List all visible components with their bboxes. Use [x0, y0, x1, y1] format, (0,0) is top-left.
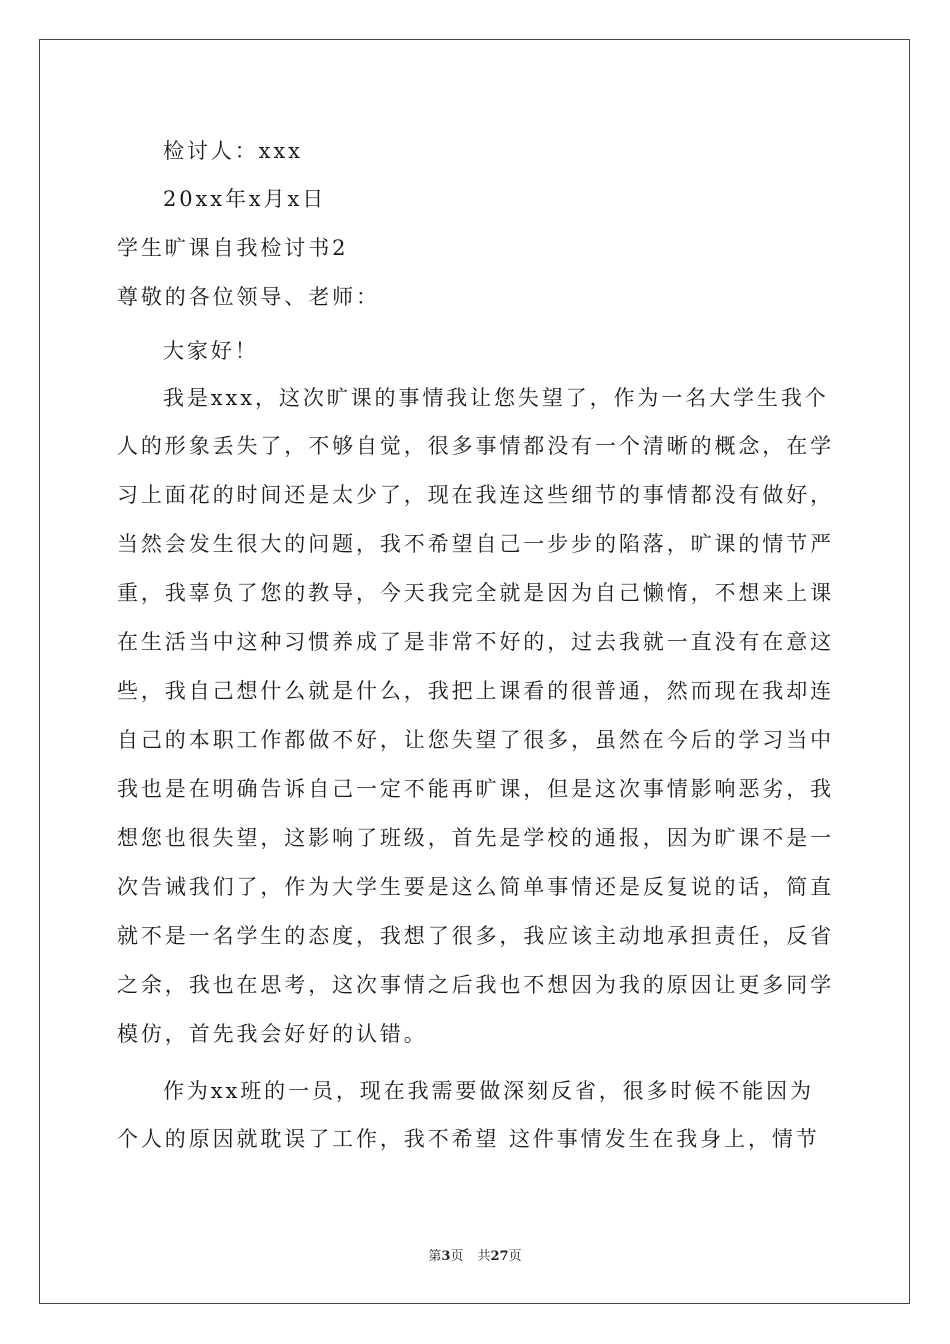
- reviewer-line: 检讨人：xxx: [163, 139, 303, 163]
- paragraph-line: 就不是一名学生的态度，我想了很多，我应该主动地承担责任，反省: [117, 924, 834, 948]
- paragraph-line: 自己的本职工作都做不好，让您失望了很多，虽然在今后的学习当中: [117, 728, 834, 752]
- total-suffix: 页: [508, 1249, 522, 1264]
- page-suffix: 页: [450, 1249, 464, 1264]
- page-border: [39, 39, 910, 1304]
- paragraph-line: 习上面花的时间还是太少了，现在我连这些细节的事情都没有做好，: [117, 483, 834, 507]
- current-page-number: 3: [441, 1249, 451, 1264]
- page-footer: [0, 1248, 950, 1266]
- paragraph-line: 模仿，首先我会好好的认错。: [117, 1022, 428, 1046]
- paragraph-line: 我是xxx，这次旷课的事情我让您失望了，作为一名大学生我个: [163, 386, 829, 410]
- paragraph-line: 些，我自己想什么就是什么，我把上课看的很普通，然而现在我却连: [117, 679, 834, 703]
- paragraph-line: 当然会发生很大的问题，我不希望自己一步步的陷落，旷课的情节严: [117, 532, 834, 556]
- paragraph-line: 我也是在明确告诉自己一定不能再旷课，但是这次事情影响恶劣，我: [117, 777, 834, 801]
- paragraph-line: 个人的原因就耽误了工作，我不希望 这件事情发生在我身上，情节: [117, 1127, 820, 1151]
- total-pages-number: 27: [490, 1249, 509, 1264]
- document-title: 学生旷课自我检讨书2: [117, 236, 349, 260]
- salutation: 尊敬的各位领导、老师：: [117, 285, 380, 309]
- total-prefix: 共: [477, 1249, 491, 1264]
- paragraph-line: 作为xx班的一员，现在我需要做深刻反省，很多时候不能因为: [163, 1079, 814, 1103]
- page-prefix: 第: [428, 1249, 442, 1264]
- paragraph-line: 人的形象丢失了，不够自觉，很多事情都没有一个清晰的概念，在学: [117, 434, 834, 458]
- paragraph-line: 之余，我也在思考，这次事情之后我也不想因为我的原因让更多同学: [117, 973, 834, 997]
- paragraph-line: 重，我辜负了您的教导，今天我完全就是因为自己懒惰，不想来上课: [117, 581, 834, 605]
- paragraph-line: 在生活当中这种习惯养成了是非常不好的，过去我就一直没有在意这: [117, 630, 834, 654]
- paragraph-line: 次告诫我们了，作为大学生要是这么简单事情还是反复说的话，简直: [117, 875, 834, 899]
- paragraph-line: 想您也很失望，这影响了班级，首先是学校的通报，因为旷课不是一: [117, 826, 834, 850]
- date-line: 20xx年x月x日: [163, 187, 327, 211]
- greeting: 大家好！: [163, 339, 259, 363]
